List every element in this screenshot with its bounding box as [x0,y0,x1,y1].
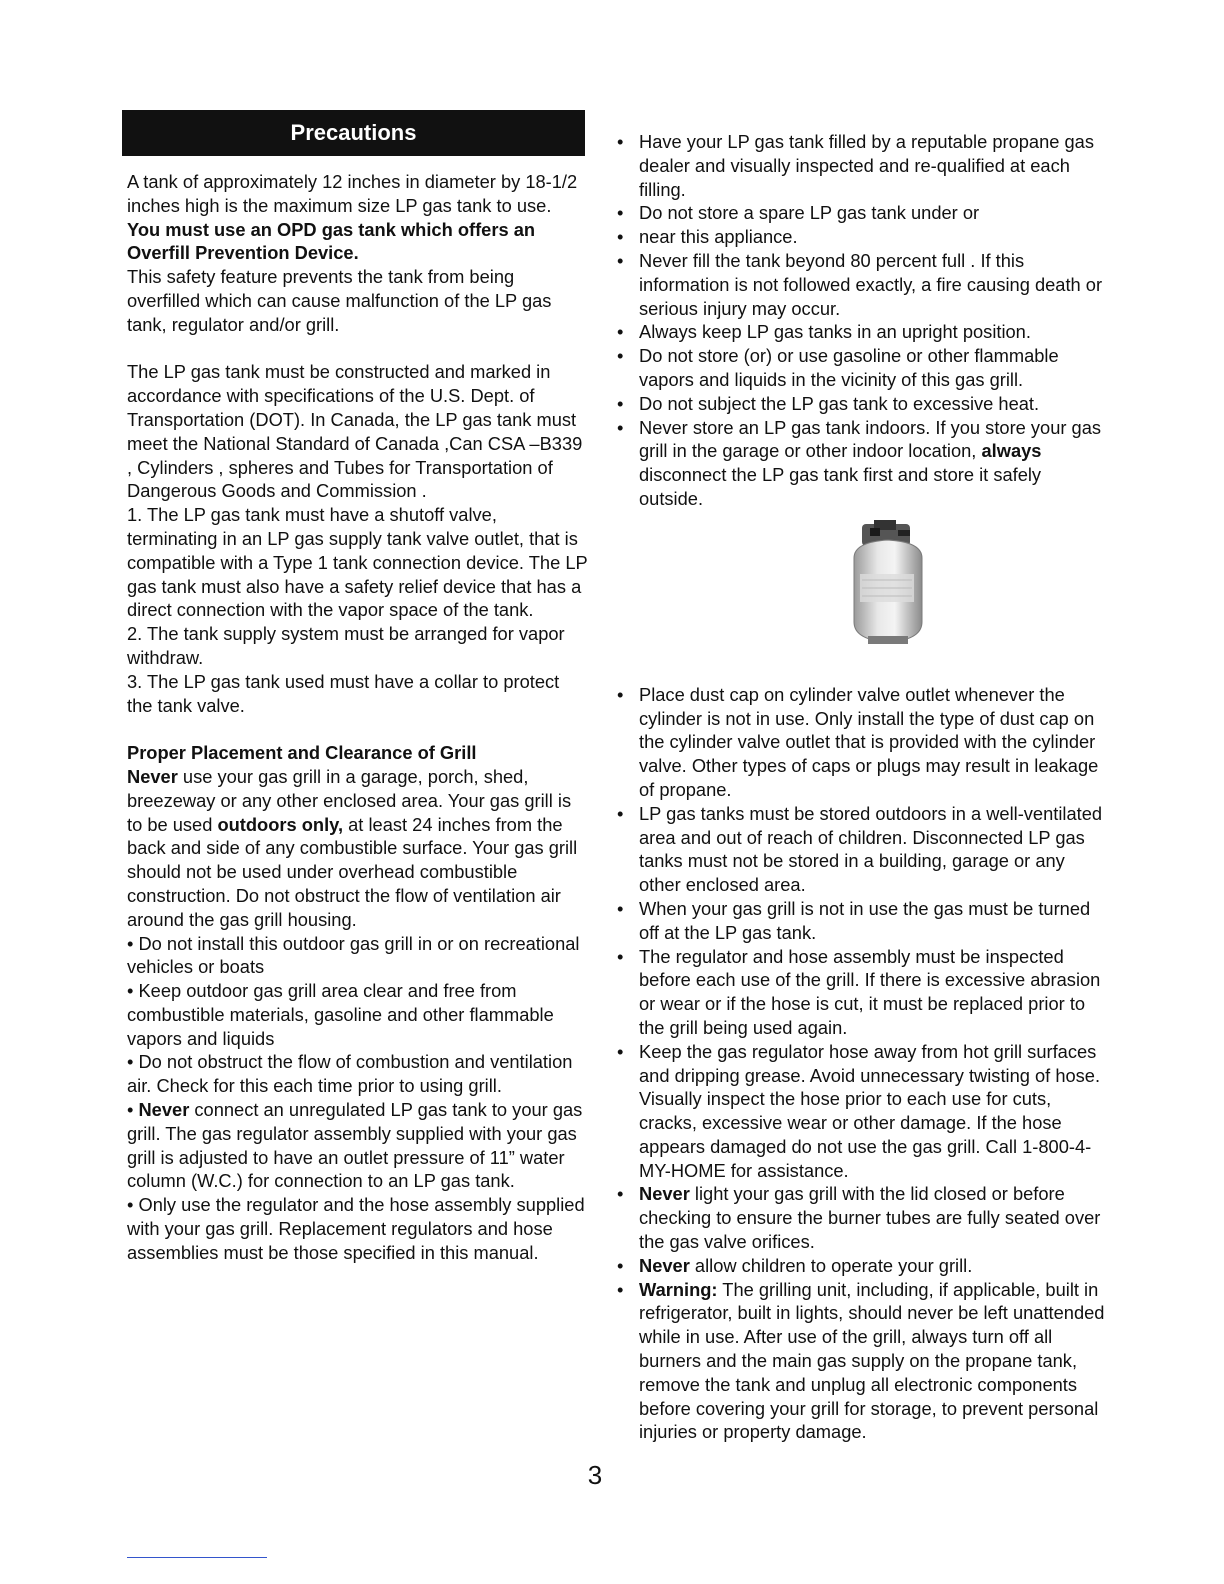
right-column [614,130,1109,1444]
list-item: • near this appliance. [614,225,1109,249]
list-item: • Never fill the tank beyond 80 percent full . If this information is not followed exactly, a fire causing death or serious injury may occur. [614,249,1109,320]
tank-bullets-top [614,130,1109,511]
list-item: • Never light your gas grill with the lid closed or before checking to ensure the burner tubes are fully seated over the gas valve orifices. [614,1182,1109,1253]
tank-bullets-bottom [614,683,1109,1445]
list-item: • Do not store (or) or use gasoline or other flammable vapors and liquids in the vicinity of this gas grill. [614,344,1109,392]
list-item: • Do not store a spare LP gas tank under or [614,201,1109,225]
left-bullet-4: • Never connect an unregulated LP gas tank to your gas grill. The gas regulator assembly supplied with your gas grill is adjusted to have an outlet pressure of 11” water column (W.C.) for connection to an LP gas tank. [127,1099,583,1192]
section-title-bar [122,110,585,156]
placement-paragraph: Never use your gas grill in a garage, porch, shed, breezeway or any other enclosed area. Your gas grill is to be used outdoors only, at least 24 inches from the back and side of any combustible surface. Your gas grill should not be used under overhead combustible construction. Do not obstruct the flow of ventilation air around the gas grill housing. [127,765,578,930]
intro-paragraph [127,170,589,265]
list-item: • Warning: The grilling unit, including, if applicable, built in refrigerator, built in lights, should never be left unattended while in use. After use of the grill, always turn off all burners and the main gas supply on the propane tank, remove the tank and unplug all electronic components before covering your grill for storage, to prevent personal injuries or property damage. [614,1278,1109,1445]
list-item: • Always keep LP gas tanks in an upright position. [614,320,1109,344]
list-item: • Never allow children to operate your grill. [614,1254,1109,1278]
intro-safety-feature: This safety feature prevents the tank from being overfilled which can cause malfunction of the LP gas tank, regulator and/or grill. [127,266,552,335]
left-bullet-2: • Keep outdoor gas grill area clear and free from combustible materials, gasoline and other flammable vapors and liquids [127,980,554,1049]
page-number: 3 [587,1460,603,1490]
construction-paragraph: The LP gas tank must be constructed and marked in accordance with specifications of the U.S. Dept. of Transportation (DOT). In Canada, the LP gas tank must meet the National Standard of Canada ,Can CSA –B339 , Cylinders , spheres and Tubes for Transportation of Dangerous Goods and Commission . [127,361,583,502]
intro-text: A tank of approximately 12 inches in diameter by 18-1/2 inches high is the maximum size LP gas tank to use. [127,171,578,216]
left-column [127,170,589,1265]
section-title: Precautions [290,120,417,145]
footer-rule [127,1557,267,1558]
list-item: • Place dust cap on cylinder valve outlet whenever the cylinder is not in use. Only install the type of dust cap on the cylinder valve outlet that is provided with the cylinder valve. Other types of caps or plugs may result in leakage of propane. [614,683,1109,802]
list-item: • The regulator and hose assembly must be inspected before each use of the grill. If there is excessive abrasion or wear or if the hose is cut, it must be replaced prior to the grill being used again. [614,945,1109,1040]
list-item: • LP gas tanks must be stored outdoors in a well-ventilated area and out of reach of children. Disconnected LP gas tanks must not be stored in a building, garage or any other enclosed area. [614,802,1109,897]
opd-requirement: You must use an OPD gas tank which offers an Overfill Prevention Device. [127,218,536,264]
left-bullet-1: • Do not install this outdoor gas grill in or on recreational vehicles or boats [127,932,580,978]
placement-heading: Proper Placement and Clearance of Grill [127,742,477,764]
list-item: • Keep the gas regulator hose away from hot grill surfaces and dripping grease. Avoid unnecessary twisting of hose. Visually inspect the hose prior to each use for cuts, cracks, excessive wear or other damage. If the hose appears damaged do not use the gas grill. Call 1-800-4-MY-HOME for assistance. [614,1040,1109,1183]
list-item: • Have your LP gas tank filled by a reputable propane gas dealer and visually inspected and re-qualified at each filling. [614,130,1109,201]
numbered-item-2: 2. The tank supply system must be arranged for vapor withdraw. [127,623,565,668]
left-bullet-3: • Do not obstruct the flow of combustion and ventilation air. Check for this each time prior to using grill. [127,1051,573,1097]
list-item: • Do not subject the LP gas tank to excessive heat. [614,392,1109,416]
propane-tank-illustration [840,518,936,648]
numbered-item-3: 3. The LP gas tank used must have a collar to protect the tank valve. [127,670,560,716]
left-bullet-5: • Only use the regulator and the hose assembly supplied with your gas grill. Replacement regulators and hose assemblies must be those specified in this manual. [127,1194,585,1263]
numbered-item-1: 1. The LP gas tank must have a shutoff valve, terminating in an LP gas supply tank valve outlet, that is compatible with a Type 1 tank connection device. The LP gas tank must also have a safety relief device that has a direct connection with the vapor space of the tank. [127,504,588,621]
list-item: • When your gas grill is not in use the gas must be turned off at the LP gas tank. [614,897,1109,945]
list-item: • Never store an LP gas tank indoors. If you store your gas grill in the garage or other indoor location, always disconnect the LP gas tank first and store it safely outside. [614,416,1109,511]
